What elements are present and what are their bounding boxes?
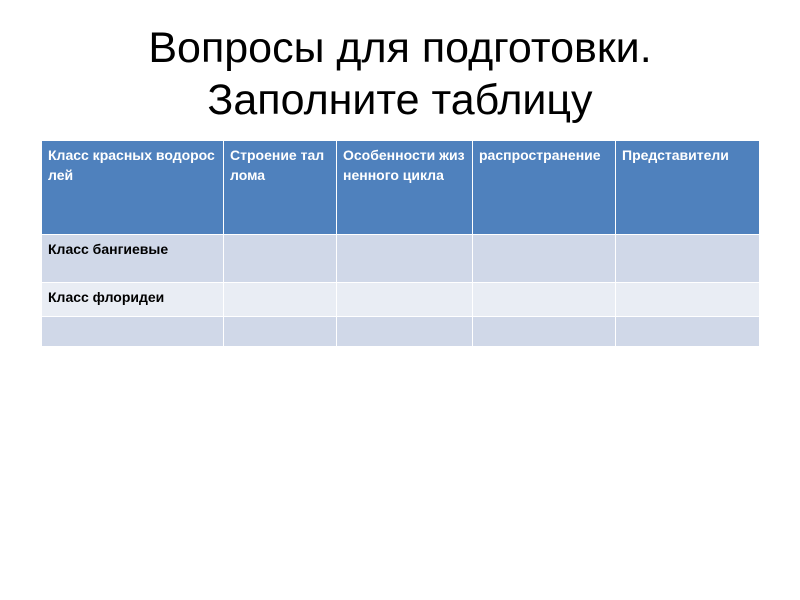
- table-cell: [473, 317, 616, 347]
- table-row: [42, 283, 760, 317]
- table-cell: [337, 283, 473, 317]
- header-cell-class: Класс красных водорослей: [42, 141, 224, 235]
- header-cell-representatives: Представители: [616, 141, 760, 235]
- slide-title-line-1: Вопросы для подготовки.: [148, 24, 652, 72]
- data-table: [41, 140, 760, 347]
- table-cell: [224, 235, 337, 283]
- table-cell: [616, 235, 760, 283]
- header-cell-thallus: Строение таллома: [224, 141, 337, 235]
- slide-title: [0, 22, 800, 126]
- table-cell: Класс флоридеи: [42, 283, 224, 317]
- table-cell: Класс бангиевые: [42, 235, 224, 283]
- table-cell: [616, 317, 760, 347]
- table-cell: [337, 235, 473, 283]
- table-cell: [473, 235, 616, 283]
- header-cell-distribution: распространение: [473, 141, 616, 235]
- table-row: [42, 317, 760, 347]
- table-cell: [42, 317, 224, 347]
- table-header-row: [42, 141, 760, 235]
- table-row: [42, 235, 760, 283]
- table-cell: [224, 283, 337, 317]
- table-cell: [224, 317, 337, 347]
- table-cell: [616, 283, 760, 317]
- header-cell-life-cycle: Особенности жизненного цикла: [337, 141, 473, 235]
- table-cell: [473, 283, 616, 317]
- table-cell: [337, 317, 473, 347]
- slide-title-line-2: Заполните таблицу: [207, 76, 593, 124]
